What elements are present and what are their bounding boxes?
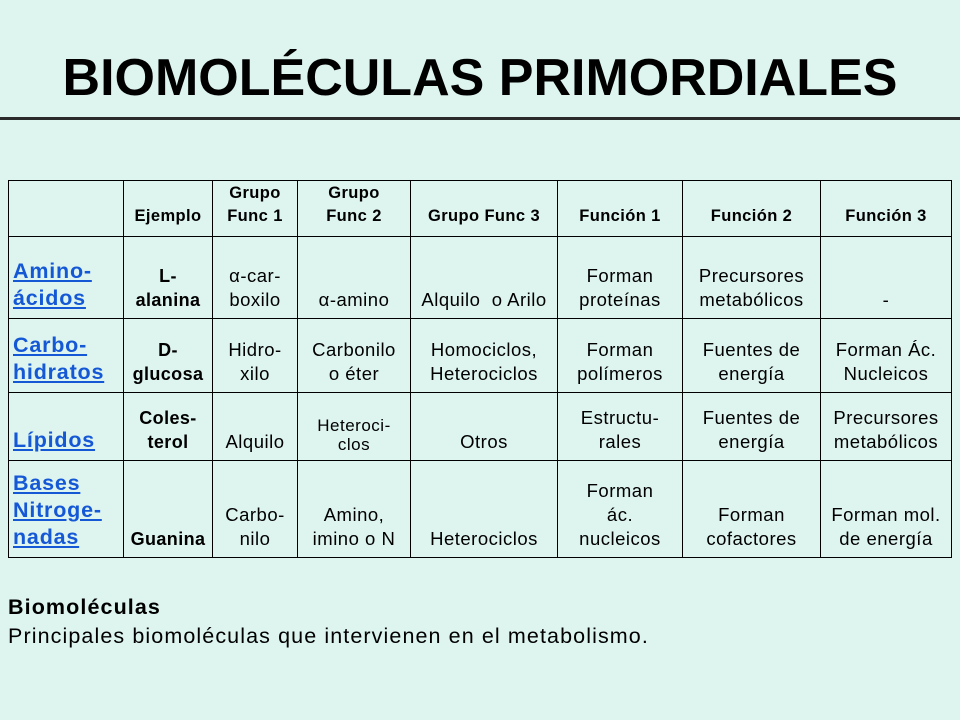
cell-ejemplo: Guanina xyxy=(124,461,213,558)
row-label-cell xyxy=(9,237,124,319)
lipidos-link[interactable]: Lípidos xyxy=(13,428,96,452)
cell-funcion-2: Precursores metabólicos xyxy=(683,237,821,319)
header-funcion-1: Función 1 xyxy=(558,181,683,237)
cell-funcion-3: Forman Ác. Nucleicos xyxy=(821,319,952,393)
cell-funcion-2: Fuentes de energía xyxy=(683,393,821,461)
cell-funcion-3: Forman mol. de energía xyxy=(821,461,952,558)
cell-grupo-func-3: Homociclos, Heterociclos xyxy=(411,319,558,393)
row-label-cell xyxy=(9,393,124,461)
cell-grupo-func-2: Amino, imino o N xyxy=(298,461,411,558)
cell-grupo-func-2: Carbonilo o éter xyxy=(298,319,411,393)
cell-grupo-func-1: Carbo- nilo xyxy=(213,461,298,558)
row-label-cell xyxy=(9,461,124,558)
cell-ejemplo: D- glucosa xyxy=(124,319,213,393)
cell-funcion-3: Precursores metabólicos xyxy=(821,393,952,461)
header-corner-cell xyxy=(9,181,124,237)
cell-ejemplo: Coles- terol xyxy=(124,393,213,461)
caption-heading: Biomoléculas xyxy=(8,595,161,619)
table-row-amino-acidos xyxy=(9,237,952,319)
slide-title: BIOMOLÉCULAS PRIMORDIALES xyxy=(62,49,898,107)
cell-funcion-1: Forman polímeros xyxy=(558,319,683,393)
cell-grupo-func-1: α-car- boxilo xyxy=(213,237,298,319)
cell-grupo-func-2: Heteroci- clos xyxy=(298,393,411,461)
cell-grupo-func-1: Hidro- xilo xyxy=(213,319,298,393)
table-row-bases-nitrogenadas xyxy=(9,461,952,558)
biomolecules-table xyxy=(8,180,952,558)
cell-grupo-func-3: Alquilo o Arilo xyxy=(411,237,558,319)
cell-grupo-func-1: Alquilo xyxy=(213,393,298,461)
table-row-lipidos xyxy=(9,393,952,461)
amino-acidos-link[interactable]: Amino- ácidos xyxy=(13,259,92,310)
header-grupo-func-2: Grupo Func 2 xyxy=(298,181,411,237)
cell-funcion-1: Estructu- rales xyxy=(558,393,683,461)
header-ejemplo: Ejemplo xyxy=(124,181,213,237)
header-funcion-3: Función 3 xyxy=(821,181,952,237)
row-label-cell xyxy=(9,319,124,393)
cell-grupo-func-3: Heterociclos xyxy=(411,461,558,558)
cell-funcion-1: Forman proteínas xyxy=(558,237,683,319)
header-funcion-2: Función 2 xyxy=(683,181,821,237)
cell-ejemplo: L- alanina xyxy=(124,237,213,319)
caption-text: Principales biomoléculas que intervienen en el metabolismo. xyxy=(8,624,649,648)
header-grupo-func-1: Grupo Func 1 xyxy=(213,181,298,237)
cell-funcion-2: Fuentes de energía xyxy=(683,319,821,393)
cell-funcion-2: Forman cofactores xyxy=(683,461,821,558)
table-header-row xyxy=(9,181,952,237)
carbohidratos-link[interactable]: Carbo- hidratos xyxy=(13,333,105,384)
cell-funcion-1: Forman ác. nucleicos xyxy=(558,461,683,558)
cell-funcion-3: - xyxy=(821,237,952,319)
table-row-carbohidratos xyxy=(9,319,952,393)
cell-grupo-func-2: α-amino xyxy=(298,237,411,319)
bases-nitrogenadas-link[interactable]: Bases Nitroge- nadas xyxy=(13,471,102,549)
header-grupo-func-3: Grupo Func 3 xyxy=(411,181,558,237)
cell-grupo-func-3: Otros xyxy=(411,393,558,461)
title-divider xyxy=(0,117,960,120)
